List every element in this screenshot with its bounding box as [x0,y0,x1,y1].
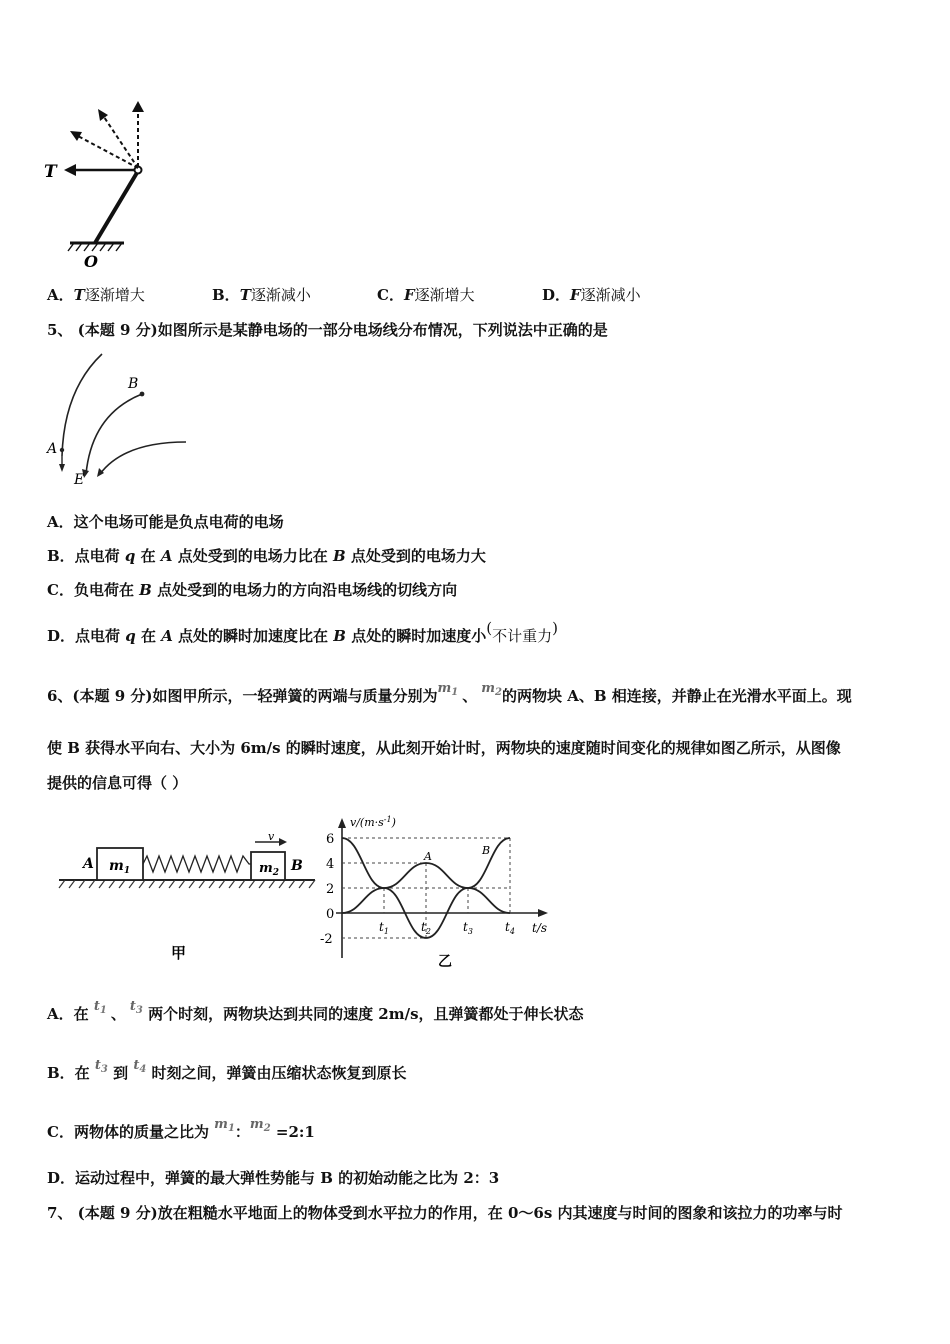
xtick-label: $t_1$ [379,920,389,936]
q6-stem-line1: 6、(本题 9 分)如图甲所示，一轻弹簧的两端与质量分别为$m^1$ 、 $m^2$的两物块 A、B 相连接，并静止在光滑水平面上。现 [47,681,852,705]
label-O: O [84,252,98,270]
label-B: B [128,376,139,392]
label-T: T [44,162,57,182]
curve-label-B: B [482,844,491,857]
ytick-label: 2 [326,882,335,897]
label-v: v [268,830,275,843]
curve-label-A: A [424,850,432,863]
q4-option-b[interactable]: B．T逐渐减小 [212,286,311,304]
q4-option-a[interactable]: A．T逐渐增大 [47,286,145,304]
q5-stem: 5、 (本题 9 分)如图所示是某静电场的一部分电场线分布情况，下列说法中正确的是 [47,321,608,339]
q4-option-d[interactable]: D．F逐渐减小 [542,286,641,304]
q6-velocity-chart [318,808,558,978]
q6-stem-line2: 使 B 获得水平向右、大小为 6m/s 的瞬时速度，从此刻开始计时，两物块的速度随时间变化的规律如图乙所示，从图像 [47,739,841,757]
ytick-label: 0 [326,907,335,922]
q6-option-a[interactable]: A．在 $t^1$ 、 $t^3$ 两个时刻，两物块达到共同的速度 2m/s，且弹簧都处于伸长状态 [47,999,584,1023]
q6-stem-line3: 提供的信息可得（ ） [47,774,188,792]
q6-option-c[interactable]: C．两物体的质量之比为 $m^1$：$m^2$ =2:1 [47,1117,315,1141]
label-block-m1: $m_1$ [109,858,131,876]
label-A: A [47,441,58,457]
chart-xlabel: t/s [532,921,548,935]
q5-option-a[interactable]: A．这个电场可能是负点电荷的电场 [47,513,284,531]
q4-option-c[interactable]: C．F逐渐增大 [377,286,475,304]
caption-jia: 甲 [171,944,187,962]
caption-yi: 乙 [438,954,452,970]
xtick-label: $t_4$ [505,920,515,936]
q5-option-c[interactable]: C．负电荷在 B 点处受到的电场力的方向沿电场线的切线方向 [47,581,458,599]
ytick-label: 6 [326,832,335,847]
q5-option-d[interactable]: D．点电荷 q 在 A 点处的瞬时加速度比在 B 点处的瞬时加速度小(不计重力) [47,619,558,645]
q5-field-lines-figure [40,350,200,490]
q6-spring-figure [55,828,320,968]
xtick-label: $t_2$ [421,920,431,936]
q6-option-b[interactable]: B．在 $t^3$ 到 $t^4$ 时刻之间，弹簧由压缩状态恢复到原长 [47,1058,407,1082]
label-block-A: A [83,856,94,872]
ytick-label: 4 [326,857,335,872]
q7-stem: 7、 (本题 9 分)放在粗糙水平地面上的物体受到水平拉力的作用，在 0～6s 内其速度与时间的图象和该拉力的功率与时 [47,1204,843,1222]
q5-option-b[interactable]: B．点电荷 q 在 A 点处受到的电场力比在 B 点处受到的电场力大 [47,547,486,565]
label-block-m2: $m_2$ [259,861,280,878]
label-block-B: B [291,858,303,874]
xtick-label: $t_3$ [463,920,473,936]
ytick-label: -2 [320,932,333,947]
q4-force-figure [40,95,170,270]
q6-option-d[interactable]: D．运动过程中，弹簧的最大弹性势能与 B 的初始动能之比为 2：3 [47,1169,500,1187]
chart-ylabel: $v/(m\cdot s^{-1})$ [350,815,396,829]
label-E: E [74,472,85,488]
